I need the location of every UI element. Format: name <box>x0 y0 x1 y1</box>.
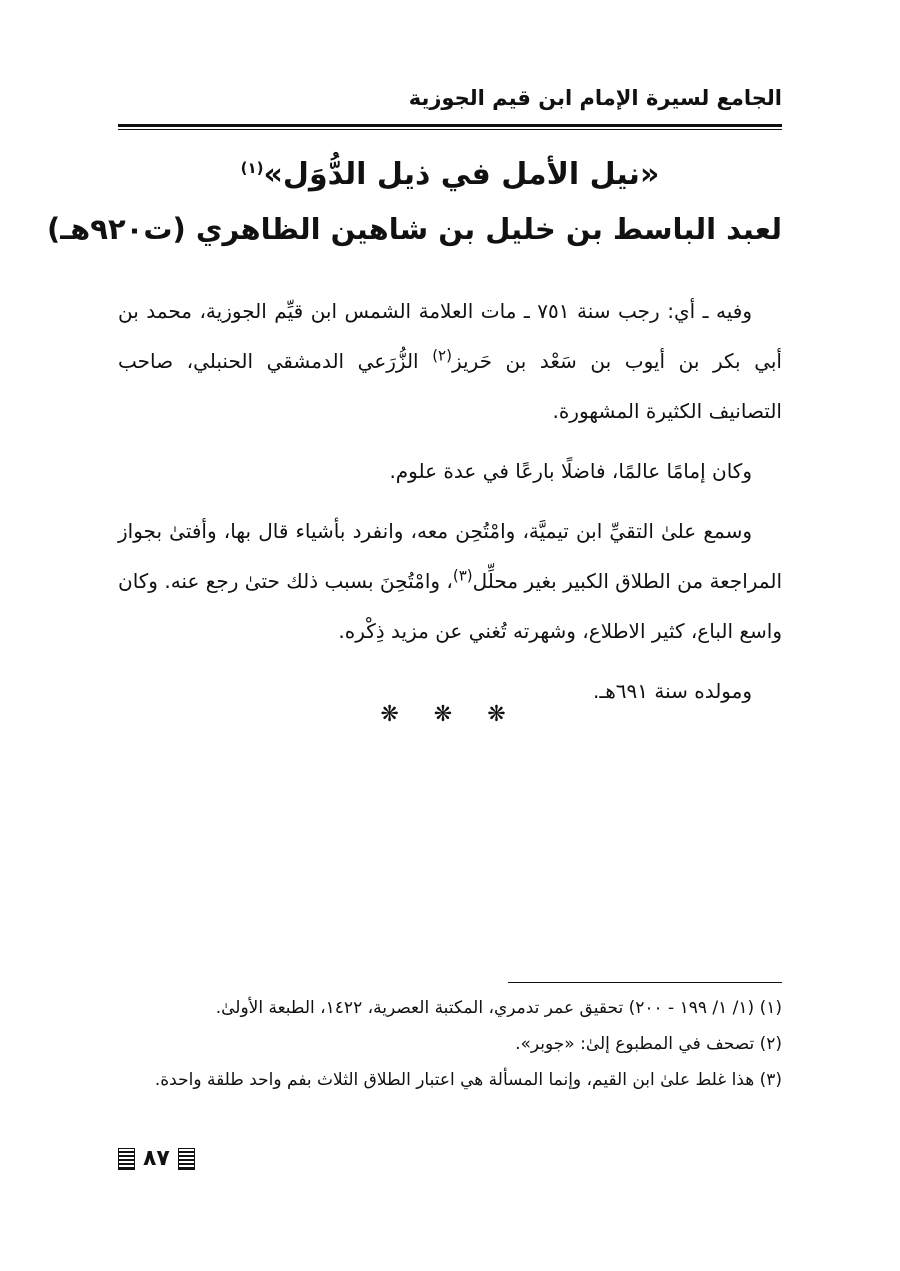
footnote-rule <box>508 982 782 983</box>
footnote-ref-2: (٢) <box>432 346 452 365</box>
paragraph-2: وكان إمامًا عالمًا، فاضلًا بارعًا في عدة علوم. <box>389 459 752 483</box>
footnote-1: (١) (١/ ١/ ١٩٩ - ٢٠٠) تحقيق عمر تدمري، المكتبة العصرية، ١٤٢٢، الطبعة الأولىٰ. <box>215 998 782 1018</box>
header-rule <box>118 124 782 127</box>
ornament-icon <box>118 1148 135 1170</box>
paragraph-1-part-b: الزُّرَعي الدمشقي الحنبلي، صاحب التصانيف الكثيرة المشهورة. <box>118 349 782 423</box>
paragraph-3 <box>118 506 782 656</box>
body-text <box>118 286 782 726</box>
header-rule-thin <box>118 129 782 130</box>
paragraph-4: ومولده سنة ٦٩١هـ. <box>592 679 752 703</box>
section-separator: ❋ ❋ ❋ <box>380 702 520 727</box>
book-author: لعبد الباسط بن خليل بن شاهين الظاهري (ت٩٢٠هـ) <box>46 212 782 246</box>
section-title <box>46 148 782 256</box>
book-title-text: «نيل الأمل في ذيل الدُّوَل» <box>263 157 660 192</box>
page-number-text: ٨٧ <box>143 1146 170 1171</box>
footnotes <box>118 990 782 1098</box>
running-header: الجامع لسيرة الإمام ابن قيم الجوزية <box>408 86 782 110</box>
paragraph-3-part-a: وسمع علىٰ التقيِّ ابن تيميَّة، وامْتُحِن معه، وانفرد بأشياء قال بها، وأفتىٰ بجواز المراجعة من الطلاق الكبير بغير محلِّل <box>118 519 782 593</box>
page-number <box>118 1144 195 1174</box>
paragraph-1-part-a: وفيه ـ أي: رجب سنة ٧٥١ ـ مات العلامة الشمس ابن قيِّم الجوزية، محمد بن أبي بكر بن أيوب بن سَعْد بن حَريز <box>118 299 782 373</box>
book-title <box>118 148 782 202</box>
footnote-ref-1: (١) <box>240 159 264 177</box>
footnote-3: (٣) هذا غلط علىٰ ابن القيم، وإنما المسألة هي اعتبار الطلاق الثلاث بفم واحد طلقة واحدة. <box>154 1070 782 1090</box>
ornament-icon <box>178 1148 195 1170</box>
paragraph-1 <box>118 286 782 436</box>
paragraph-3-part-b: ، وامْتُحِنَ بسبب ذلك حتىٰ رجع عنه. وكان واسع الباع، كثير الاطلاع، وشهرته تُغني عن مزيد ذِكْره. <box>118 569 782 643</box>
footnote-2: (٢) تصحف في المطبوع إلىٰ: «جوبر». <box>515 1034 782 1054</box>
footnote-ref-3: (٣) <box>452 566 473 585</box>
